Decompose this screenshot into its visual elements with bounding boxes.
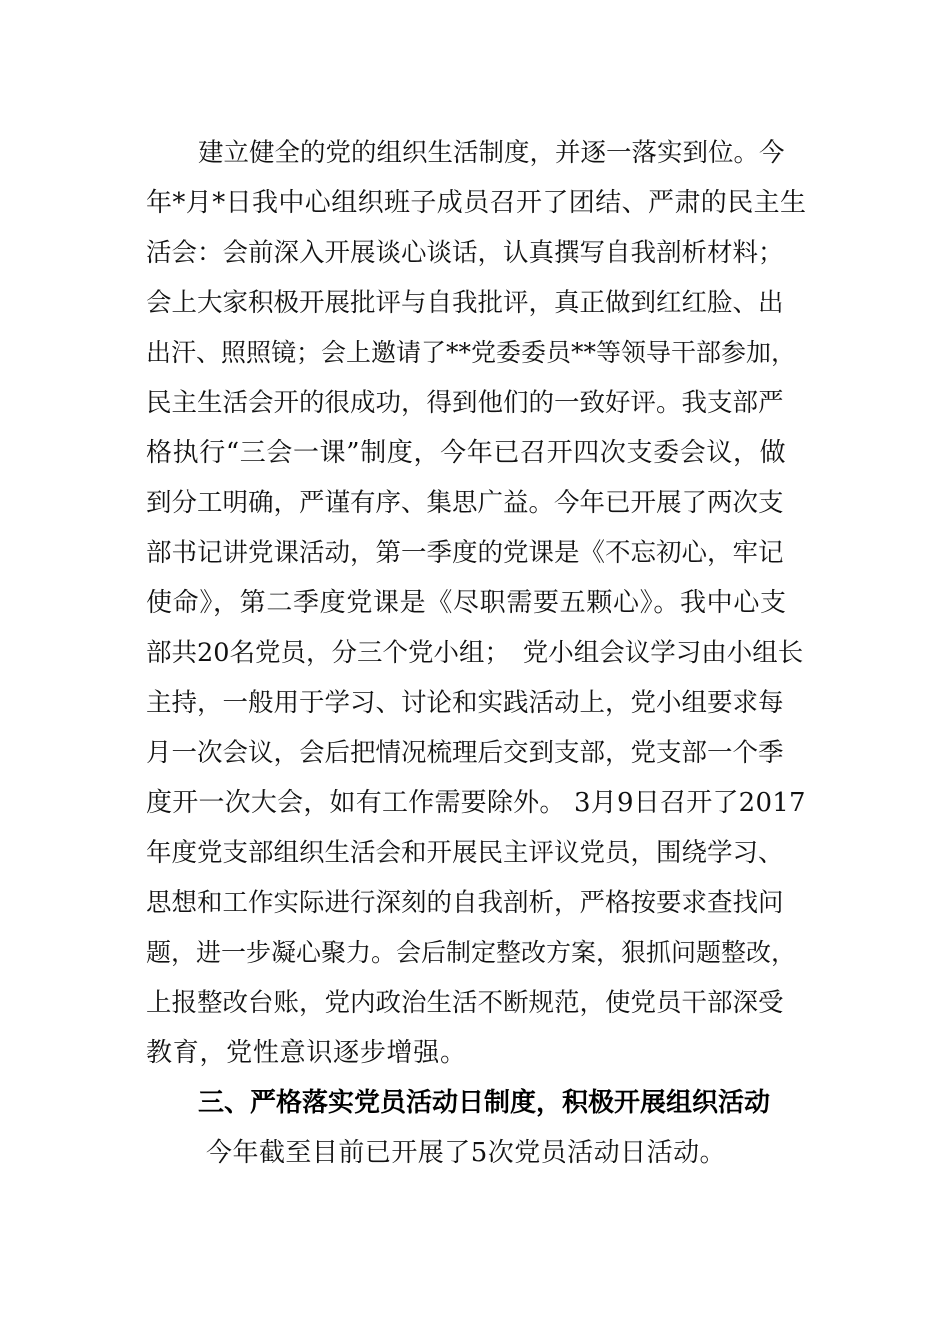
paragraph-line: 部共20名党员，分三个党小组； 党小组会议学习由小组长 [146,638,804,668]
paragraph-line: 建立健全的党的组织生活制度，并逐一落实到位。今 [198,138,785,168]
section-heading: 三、严格落实党员活动日制度，积极开展组织活动 [198,1088,771,1118]
paragraph-line: 度开一次大会，如有工作需要除外。 3月9日召开了2017 [146,788,806,818]
paragraph-line: 使命》，第二季度党课是《尽职需要五颗心》。我中心支 [146,588,787,618]
paragraph-line: 到分工明确，严谨有序、集思广益。今年已开展了两次支 [146,488,784,518]
paragraph-line: 会上大家积极开展批评与自我批评，真正做到红红脸、出 [146,288,784,318]
paragraph-line: 今年截至目前已开展了5次党员活动日活动。 [206,1138,727,1168]
paragraph-line: 月一次会议，会后把情况梳理后交到支部，党支部一个季 [146,738,784,768]
paragraph-line: 民主生活会开的很成功，得到他们的一致好评。我支部严 [146,388,784,418]
paragraph-line: 年*月*日我中心组织班子成员召开了团结、严肃的民主生 [146,188,807,218]
paragraph-line: 思想和工作实际进行深刻的自我剖析，严格按要求查找问 [146,888,784,918]
paragraph-line: 上报整改台账，党内政治生活不断规范，使党员干部深受 [146,988,784,1018]
paragraph-line: 年度党支部组织生活会和开展民主评议党员，围绕学习、 [146,838,784,868]
paragraph-line: 教育，党性意识逐步增强。 [146,1038,467,1068]
paragraph-line: 部书记讲党课活动，第一季度的党课是《不忘初心，牢记 [146,538,784,568]
paragraph-line: 题，进一步凝心聚力。会后制定整改方案，狠抓问题整改， [146,938,797,967]
paragraph-line: 活会：会前深入开展谈心谈话，认真撰写自我剖析材料； [146,238,784,268]
paragraph-line: 格执行“三会一课”制度，今年已召开四次支委会议，做 [146,438,787,468]
paragraph-line: 出汗、照照镜；会上邀请了**党委委员**等领导干部参加， [146,338,797,367]
paragraph-line: 主持，一般用于学习、讨论和实践活动上，党小组要求每 [146,688,784,718]
